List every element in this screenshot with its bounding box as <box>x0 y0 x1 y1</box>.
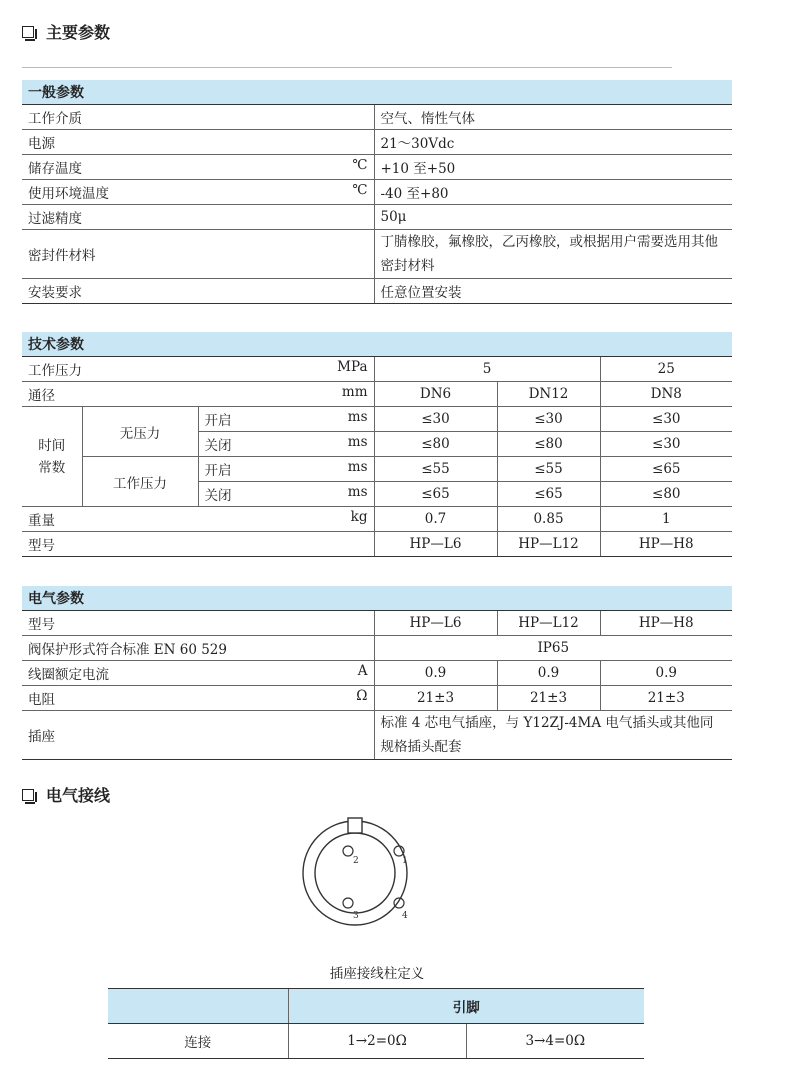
row-label: 使用环境温度 <box>28 186 109 202</box>
table-row <box>22 457 732 482</box>
row-label: 阀保护形式符合标准 EN 60 529 <box>22 636 374 661</box>
model-value: HP—H8 <box>600 611 732 636</box>
mode-cell <box>198 482 374 507</box>
bore-value: DN12 <box>497 382 600 407</box>
socket-key-notch <box>348 818 362 833</box>
time-value: ≤80 <box>600 482 732 507</box>
time-value: ≤65 <box>600 457 732 482</box>
row-label: 线圈额定电流 <box>28 667 109 683</box>
general-params-table <box>22 80 732 304</box>
current-value: 0.9 <box>497 661 600 686</box>
time-value: ≤55 <box>497 457 600 482</box>
row-label: 密封件材料 <box>22 230 374 279</box>
row-value: 空气、惰性气体 <box>374 105 732 130</box>
time-value: ≤30 <box>374 407 497 432</box>
weight-label-cell <box>22 507 374 532</box>
mode-cell <box>198 407 374 432</box>
table-row <box>22 532 732 557</box>
model-value: HP—L12 <box>497 532 600 557</box>
socket-inner-ring <box>315 833 395 913</box>
table-row <box>108 1024 644 1059</box>
row-label: 型号 <box>22 532 374 557</box>
time-value: ≤30 <box>497 407 600 432</box>
bore-label-cell <box>22 382 374 407</box>
pin-2-hole <box>343 846 353 856</box>
time-value: ≤65 <box>497 482 600 507</box>
row-label-with-unit <box>22 180 374 205</box>
resistance-value: 21±3 <box>497 686 600 711</box>
row-value: 21～30Vdc <box>374 130 732 155</box>
weight-value: 1 <box>600 507 732 532</box>
no-pressure-label: 无压力 <box>82 407 198 457</box>
row-label: 工作介质 <box>22 105 374 130</box>
time-value: ≤30 <box>600 432 732 457</box>
table-row <box>22 407 732 432</box>
resistance-value: 21±3 <box>600 686 732 711</box>
table-row <box>22 180 732 205</box>
pressure-label-cell <box>22 357 374 382</box>
row-unit: ℃ <box>352 157 368 173</box>
row-label: 通径 <box>28 388 55 404</box>
row-value: 丁腈橡胶，氟橡胶，乙丙橡胶，或根据用户需要选用其他密封材料 <box>374 230 732 279</box>
open-label: 开启 <box>204 413 232 429</box>
table-row <box>22 686 732 711</box>
resistance-value: 21±3 <box>374 686 497 711</box>
row-unit: ms <box>347 459 368 475</box>
row-unit: kg <box>350 509 368 525</box>
main-title: 主要参数 <box>46 23 111 42</box>
connection-value: 3→4=0Ω <box>466 1024 644 1059</box>
row-unit: Ω <box>356 688 368 704</box>
row-value: 50μ <box>374 205 732 230</box>
mode-cell <box>198 432 374 457</box>
row-unit: ms <box>347 484 368 500</box>
table-row <box>22 357 732 382</box>
open-label: 开启 <box>204 463 232 479</box>
technical-params-table <box>22 332 732 557</box>
table-row <box>108 989 644 1024</box>
model-value: HP—H8 <box>600 532 732 557</box>
bore-value: DN6 <box>374 382 497 407</box>
main-section-title <box>22 20 110 43</box>
row-value: -40 至+80 <box>374 180 732 205</box>
table-row <box>22 205 732 230</box>
checkbox-square-icon <box>22 789 34 801</box>
table-row <box>22 155 732 180</box>
row-label: 储存温度 <box>28 161 82 177</box>
table-row <box>22 130 732 155</box>
socket-outer-ring <box>303 821 407 925</box>
current-value: 0.9 <box>600 661 732 686</box>
pin-label: 3 <box>353 911 359 921</box>
empty-header-cell <box>108 989 288 1024</box>
table-row <box>22 636 732 661</box>
row-value: 任意位置安装 <box>374 279 732 304</box>
electrical-header: 电气参数 <box>22 586 732 611</box>
pin-header: 引脚 <box>288 989 644 1024</box>
table-row <box>22 507 732 532</box>
diagram-caption: 插座接线柱定义 <box>329 966 425 982</box>
time-label-line1: 时间 <box>38 437 66 454</box>
mode-cell <box>198 457 374 482</box>
time-label-line2: 常数 <box>38 459 66 476</box>
table-row <box>22 279 732 304</box>
row-label: 安装要求 <box>22 279 374 304</box>
current-value: 0.9 <box>374 661 497 686</box>
time-value: ≤80 <box>497 432 600 457</box>
pin-label: 1 <box>402 856 408 866</box>
row-label: 过滤精度 <box>22 205 374 230</box>
time-value: ≤80 <box>374 432 497 457</box>
row-label: 工作压力 <box>28 363 82 379</box>
pressure-value: 5 <box>374 357 600 382</box>
pin-connection-table <box>108 988 644 1059</box>
row-unit: ms <box>347 434 368 450</box>
row-label: 插座 <box>22 711 374 760</box>
pin-label: 4 <box>402 911 408 921</box>
with-pressure-label: 工作压力 <box>82 457 198 507</box>
weight-value: 0.85 <box>497 507 600 532</box>
model-value: HP—L6 <box>374 532 497 557</box>
close-label: 关闭 <box>204 488 232 504</box>
table-row <box>22 711 732 760</box>
pin-3-hole <box>343 898 353 908</box>
row-label: 连接 <box>108 1024 288 1059</box>
general-header: 一般参数 <box>22 80 732 105</box>
time-value: ≤30 <box>600 407 732 432</box>
time-constant-label <box>22 407 82 507</box>
row-label: 电阻 <box>28 692 55 708</box>
row-label: 电源 <box>22 130 374 155</box>
technical-header: 技术参数 <box>22 332 732 357</box>
protection-value: IP65 <box>374 636 732 661</box>
row-unit: ms <box>347 409 368 425</box>
row-label-with-unit <box>22 155 374 180</box>
resistance-label-cell <box>22 686 374 711</box>
row-unit: A <box>357 663 368 679</box>
pin-label: 2 <box>353 856 359 866</box>
time-value: ≤65 <box>374 482 497 507</box>
row-label: 型号 <box>22 611 374 636</box>
wiring-title: 电气接线 <box>46 786 111 805</box>
current-label-cell <box>22 661 374 686</box>
row-unit: ℃ <box>352 182 368 198</box>
model-value: HP—L12 <box>497 611 600 636</box>
table-row <box>22 661 732 686</box>
connection-value: 1→2=0Ω <box>288 1024 466 1059</box>
checkbox-square-icon <box>22 26 34 38</box>
row-unit: MPa <box>337 359 368 375</box>
table-row <box>22 611 732 636</box>
pressure-value: 25 <box>600 357 732 382</box>
table-row <box>22 105 732 130</box>
close-label: 关闭 <box>204 438 232 454</box>
time-value: ≤55 <box>374 457 497 482</box>
socket-value: 标准 4 芯电气插座，与 Y12ZJ-4MA 电气插头或其他同规格插头配套 <box>374 711 732 760</box>
row-label: 重量 <box>28 513 55 529</box>
electrical-params-table <box>22 586 732 760</box>
wiring-section-title <box>22 783 110 806</box>
row-value: +10 至+50 <box>374 155 732 180</box>
row-unit: mm <box>341 384 368 400</box>
bore-value: DN8 <box>600 382 732 407</box>
model-value: HP—L6 <box>374 611 497 636</box>
weight-value: 0.7 <box>374 507 497 532</box>
table-row <box>22 382 732 407</box>
table-row <box>22 230 732 279</box>
socket-pin-diagram <box>300 806 410 946</box>
divider <box>22 67 672 68</box>
